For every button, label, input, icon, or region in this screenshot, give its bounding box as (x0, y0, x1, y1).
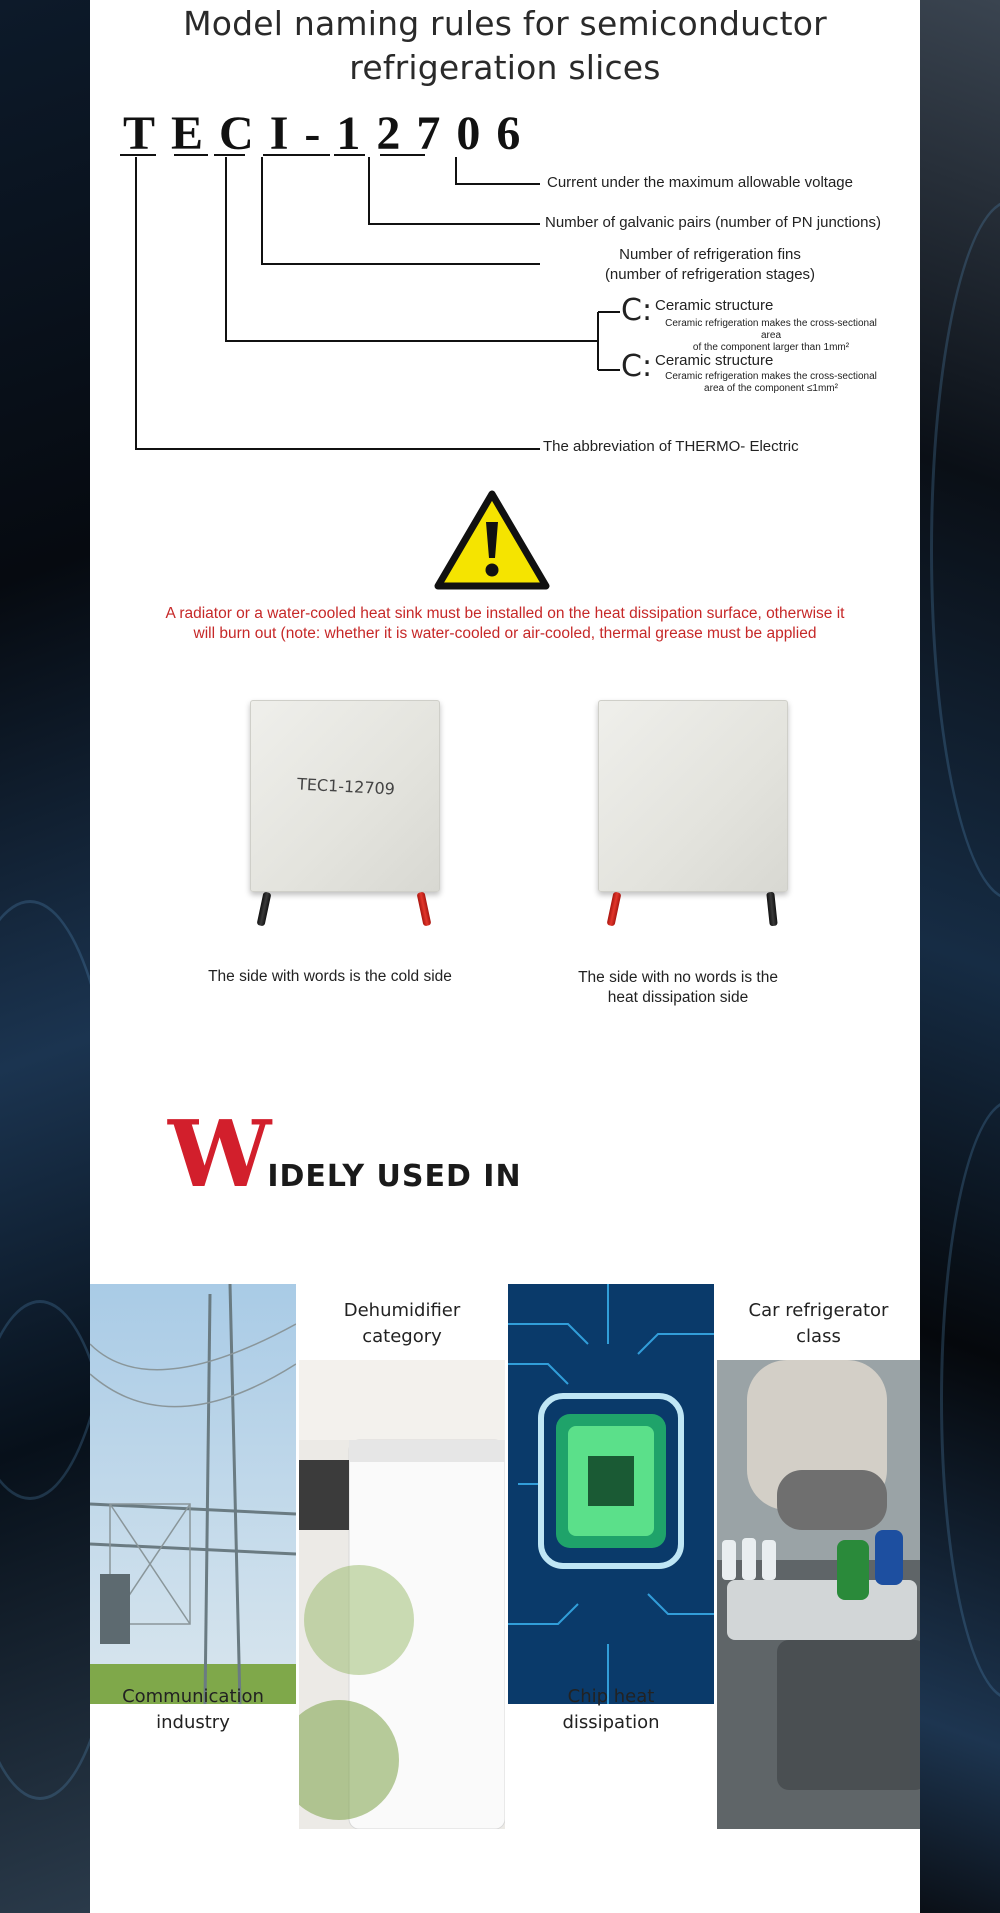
warning-text-line-2: will burn out (note: whether it is water-cooled or air-cooled, thermal grease must be applied (193, 625, 817, 642)
tile-communication (90, 1284, 296, 1754)
label-car-line-2: class (796, 1326, 841, 1347)
content-panel (90, 0, 920, 1913)
label-car-line-1: Car refrigerator (748, 1300, 889, 1321)
heading-initial: W (168, 1100, 268, 1208)
ceramic-desc-1-line-2: of the component larger than 1mm² (692, 342, 850, 353)
ceramic-desc-1-line-1: Ceramic refrigeration makes the cross-sectional area (665, 318, 877, 341)
module-plate-text: TEC1-12709 (296, 774, 396, 799)
heading-rest: IDELY USED IN (267, 1159, 522, 1194)
ceramic-letter-1: C: (621, 293, 653, 328)
module-hot-side (598, 700, 788, 930)
caption-hot-line-2: heat dissipation side (607, 989, 749, 1006)
label-fins-line-1: Number of refrigeration fins (619, 246, 801, 263)
warning-text-line-1: A radiator or a water-cooled heat sink must be installed on the heat dissipation surface, otherwise it (165, 605, 845, 622)
label-dehumidifier (299, 1298, 505, 1350)
ceramic-title-1: Ceramic structure (655, 297, 774, 314)
label-dehumidifier-line-1: Dehumidifier (343, 1300, 461, 1321)
warning-text (120, 604, 890, 644)
label-chip (508, 1684, 714, 1736)
label-chip-line-1: Chip heat (567, 1686, 655, 1707)
label-current: Current under the maximum allowable voltage (547, 174, 853, 191)
module-cold-side (250, 700, 440, 930)
label-communication-line-2: industry (156, 1712, 230, 1733)
label-communication-line-1: Communication (122, 1686, 264, 1707)
background-right (920, 0, 1000, 1913)
tile-chip (508, 1284, 714, 1754)
label-pairs: Number of galvanic pairs (number of PN junctions) (545, 214, 881, 231)
module-plate (250, 700, 440, 892)
widely-used-heading (168, 1100, 522, 1208)
label-dehumidifier-line-2: category (362, 1326, 442, 1347)
ceramic-desc-1 (655, 318, 887, 354)
tile-car-refrigerator (717, 1284, 920, 1829)
ceramic-title-2: Ceramic structure (655, 352, 774, 369)
warning-triangle-icon (432, 488, 552, 592)
label-car-refrigerator (717, 1298, 920, 1350)
car-refrigerator-photo (717, 1360, 920, 1829)
module-plate-text (599, 772, 789, 782)
tile-dehumidifier (299, 1284, 505, 1829)
model-code: TECI-12706 (123, 107, 537, 160)
label-fins (595, 245, 825, 285)
wire-black (766, 892, 778, 927)
ceramic-desc-2 (655, 371, 887, 395)
wire-red (417, 892, 432, 927)
naming-diagram (90, 0, 920, 470)
title-line-2: refrigeration slices (349, 48, 661, 87)
caption-hot-line-1: The side with no words is the (578, 969, 778, 986)
ceramic-desc-2-line-2: area of the component ≤1mm² (704, 383, 838, 394)
caption-cold-line-1: The side with words is the cold side (208, 968, 452, 985)
label-abbreviation: The abbreviation of THERMO- Electric (543, 438, 799, 455)
caption-hot-side (528, 968, 828, 1008)
caption-cold-side (180, 967, 480, 987)
ceramic-letter-2: C: (621, 349, 653, 384)
wire-black (257, 892, 272, 927)
wire-red (607, 892, 622, 927)
ceramic-desc-2-line-1: Ceramic refrigeration makes the cross-sectional (665, 371, 877, 382)
dehumidifier-photo (299, 1360, 505, 1829)
background-left (0, 0, 90, 1913)
module-plate (598, 700, 788, 892)
title-line-1: Model naming rules for semiconductor (183, 4, 827, 43)
label-fins-line-2: (number of refrigeration stages) (604, 266, 816, 283)
label-chip-line-2: dissipation (562, 1712, 660, 1733)
label-communication (90, 1684, 296, 1736)
